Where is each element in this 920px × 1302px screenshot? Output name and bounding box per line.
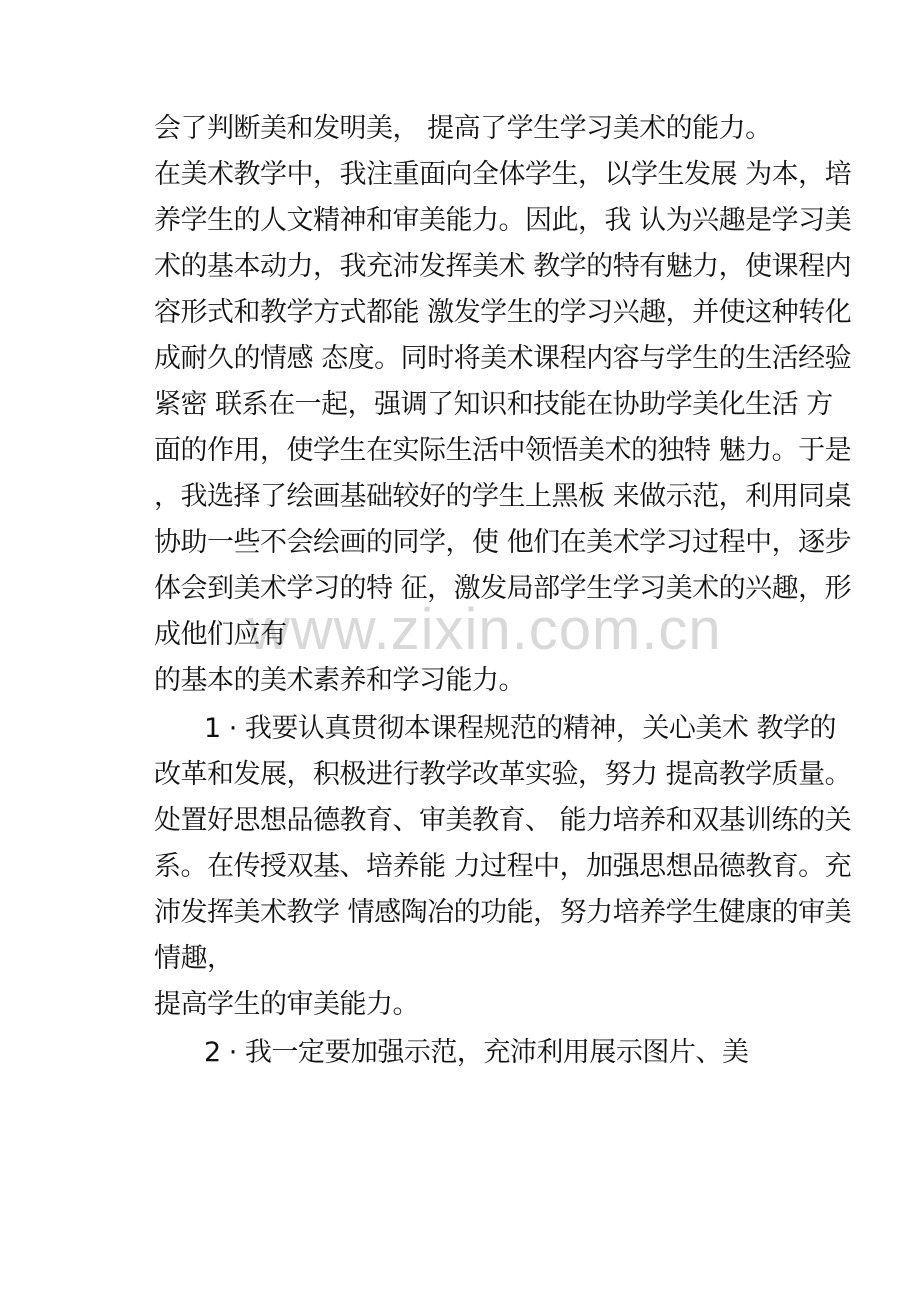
text-line: 成耐久的情感 态度。同时将美术课程内容与学生的生活经验 bbox=[154, 343, 852, 374]
text-line: 体会到美术学习的特 征，激发局部学生学习美术的兴趣，形 bbox=[154, 573, 852, 604]
text-line: ，我选择了绘画基础较好的学生上黑板 来做示范，利用同桌 bbox=[154, 481, 852, 512]
text-line: 协助一些不会绘画的同学，使 他们在美术学习过程中，逐步 bbox=[154, 527, 852, 558]
text-line: 提高学生的审美能力。 bbox=[154, 989, 419, 1020]
text-line: 1 · 我要认真贯彻本课程规范的精神，关心美术 教学的 bbox=[204, 713, 837, 744]
text-line: 的基本的美术素养和学习能力。 bbox=[154, 665, 525, 696]
text-line: 改革和发展，积极进行教学改革实验，努力 提高教学质量。 bbox=[154, 759, 852, 790]
text-line: 在美术教学中，我注重面向全体学生，以学生发展 为本，培 bbox=[154, 159, 852, 190]
text-line: 会了判断美和发明美， 提高了学生学习美术的能力。 bbox=[154, 113, 772, 144]
text-line: 系。在传授双基、培养能 力过程中，加强思想品德教育。充 bbox=[154, 851, 852, 882]
text-line: 紧密 联系在一起，强调了知识和技能在协助学美化生活 方 bbox=[154, 389, 833, 420]
text-line: 术的基本动力，我充沛发挥美术 教学的特有魅力，使课程内 bbox=[154, 251, 852, 282]
text-line: 处置好思想品德教育、审美教育、 能力培养和双基训练的关 bbox=[154, 805, 852, 836]
text-line: 容形式和教学方式都能 激发学生的学习兴趣，并使这种转化 bbox=[154, 297, 852, 328]
text-line: 面的作用，使学生在实际生活中领悟美术的独特 魅力。于是 bbox=[154, 435, 852, 466]
text-line: 情趣， bbox=[154, 943, 234, 974]
watermark: www.zixin.com.cn bbox=[248, 597, 722, 662]
text-line: 沛发挥美术教学 情感陶冶的功能，努力培养学生健康的审美 bbox=[154, 897, 852, 928]
text-line: 养学生的人文精神和审美能力。因此，我 认为兴趣是学习美 bbox=[154, 205, 852, 236]
text-line: 成他们应有 bbox=[154, 619, 287, 650]
text-line: 2 · 我一定要加强示范，充沛利用展示图片、美 bbox=[204, 1037, 749, 1068]
